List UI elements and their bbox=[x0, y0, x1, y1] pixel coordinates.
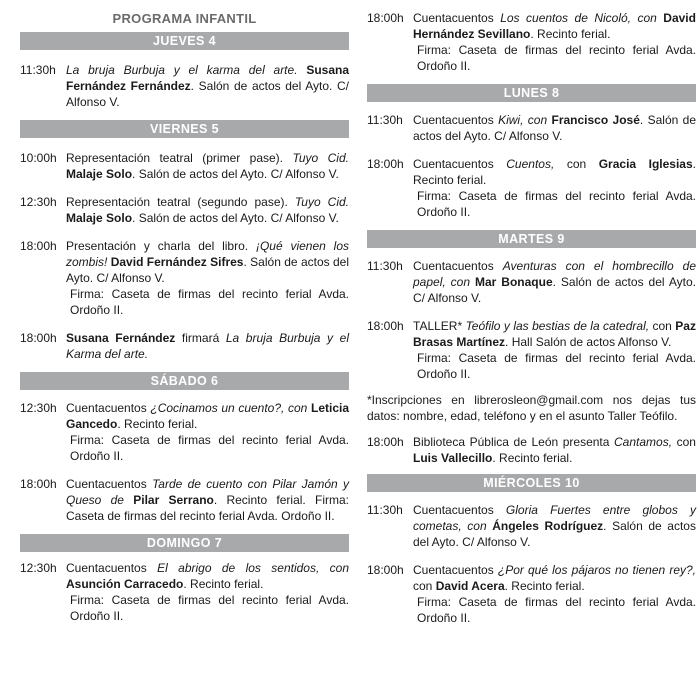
list-item: 18:00h Susana Fernández firmará La bruja Burbuja y el Karma del arte. bbox=[20, 331, 349, 361]
page-title: PROGRAMA INFANTIL bbox=[112, 11, 257, 26]
day-header-lunes: LUNES 8 bbox=[367, 84, 696, 102]
list-item: 10:00h Representación teatral (primer pase). Tuyo Cid. Malaje Solo. Salón de actos del Ayto. C/ Alfonso V. bbox=[20, 151, 349, 181]
registration-note: *Inscripciones en librerosleon@gmail.com nos dejas tus datos: nombre, edad, teléfono y en el asunto Taller Teófilo. bbox=[367, 393, 696, 423]
list-item: 11:30h Cuentacuentos Kiwi, con Francisco José. Salón de actos del Ayto. C/ Alfonso V. bbox=[367, 113, 696, 143]
right-column bbox=[367, 0, 696, 626]
list-item: 18:00h Cuentacuentos Tarde de cuento con Pilar Jamón y Queso de Pilar Serrano. Recinto ferial. Firma: Caseta de firmas del recinto ferial Avda. Ordoño II. bbox=[20, 477, 349, 523]
list-item: 18:00h Presentación y charla del libro. ¡Qué vienen los zombis! David Fernández Sifres. Salón de actos del Ayto. C/ Alfonso V. Firma: Caseta de firmas del recinto ferial Avda. Ordoño II. bbox=[20, 239, 350, 317]
day-header-miercoles: MIÉRCOLES 10 bbox=[367, 474, 696, 492]
list-item: 12:30h Cuentacuentos El abrigo de los sentidos, con Asunción Carracedo. Recinto ferial. Firma: Caseta de firmas del recinto ferial Avda. Ordoño II. bbox=[20, 561, 350, 623]
list-item: 12:30h Representación teatral (segundo pase). Tuyo Cid. Malaje Solo. Salón de actos del Ayto. C/ Alfonso V. bbox=[20, 195, 349, 225]
event-time: 11:30h bbox=[20, 63, 56, 77]
list-item: 11:30h La bruja Burbuja y el karma del arte. Susana Fernández Fernández. Salón de actos del Ayto. C/ Alfonso V. bbox=[20, 63, 350, 109]
list-item: 18:00h Cuentacuentos Los cuentos de Nicoló, con David Hernández Sevillano. Recinto ferial. Firma: Caseta de firmas del recinto ferial Avda. Ordoño II. bbox=[367, 11, 696, 73]
list-item: 18:00h Cuentacuentos Cuentos, con Gracia Iglesias. Recinto ferial. Firma: Caseta de firmas del recinto ferial Avda. Ordoño II. bbox=[367, 157, 696, 219]
list-item: 12:30h Cuentacuentos ¿Cocinamos un cuento?, con Leticia Gancedo. Recinto ferial. Firma: Caseta de firmas del recinto ferial Avda. Ordoño II. bbox=[20, 401, 350, 463]
list-item: 11:30h Cuentacuentos Aventuras con el hombrecillo de papel, con Mar Bonaque. Salón de actos del Ayto. C/ Alfonso V. bbox=[367, 259, 696, 305]
day-header-viernes: VIERNES 5 bbox=[20, 120, 349, 138]
day-header-jueves: JUEVES 4 bbox=[20, 32, 349, 50]
list-item: 18:00h TALLER* Teófilo y las bestias de la catedral, con Paz Brasas Martínez. Hall Salón de actos Alfonso V. Firma: Caseta de firmas del recinto ferial Avda. Ordoño II. bbox=[367, 319, 696, 381]
list-item: 18:00h Biblioteca Pública de León presenta Cantamos, con Luis Vallecillo. Recinto ferial. bbox=[367, 435, 696, 465]
day-header-martes: MARTES 9 bbox=[367, 230, 696, 248]
day-header-sabado: SÁBADO 6 bbox=[20, 372, 349, 390]
list-item: 11:30h Cuentacuentos Gloria Fuertes entre globos y cometas, con Ángeles Rodríguez. Salón de actos del Ayto. C/ Alfonso V. bbox=[367, 503, 696, 549]
left-column bbox=[20, 0, 349, 624]
list-item: 18:00h Cuentacuentos ¿Por qué los pájaros no tienen rey?, con David Acera. Recinto ferial. Firma: Caseta de firmas del recinto ferial Avda. Ordoño II. bbox=[367, 563, 696, 625]
day-header-domingo: DOMINGO 7 bbox=[20, 534, 349, 552]
